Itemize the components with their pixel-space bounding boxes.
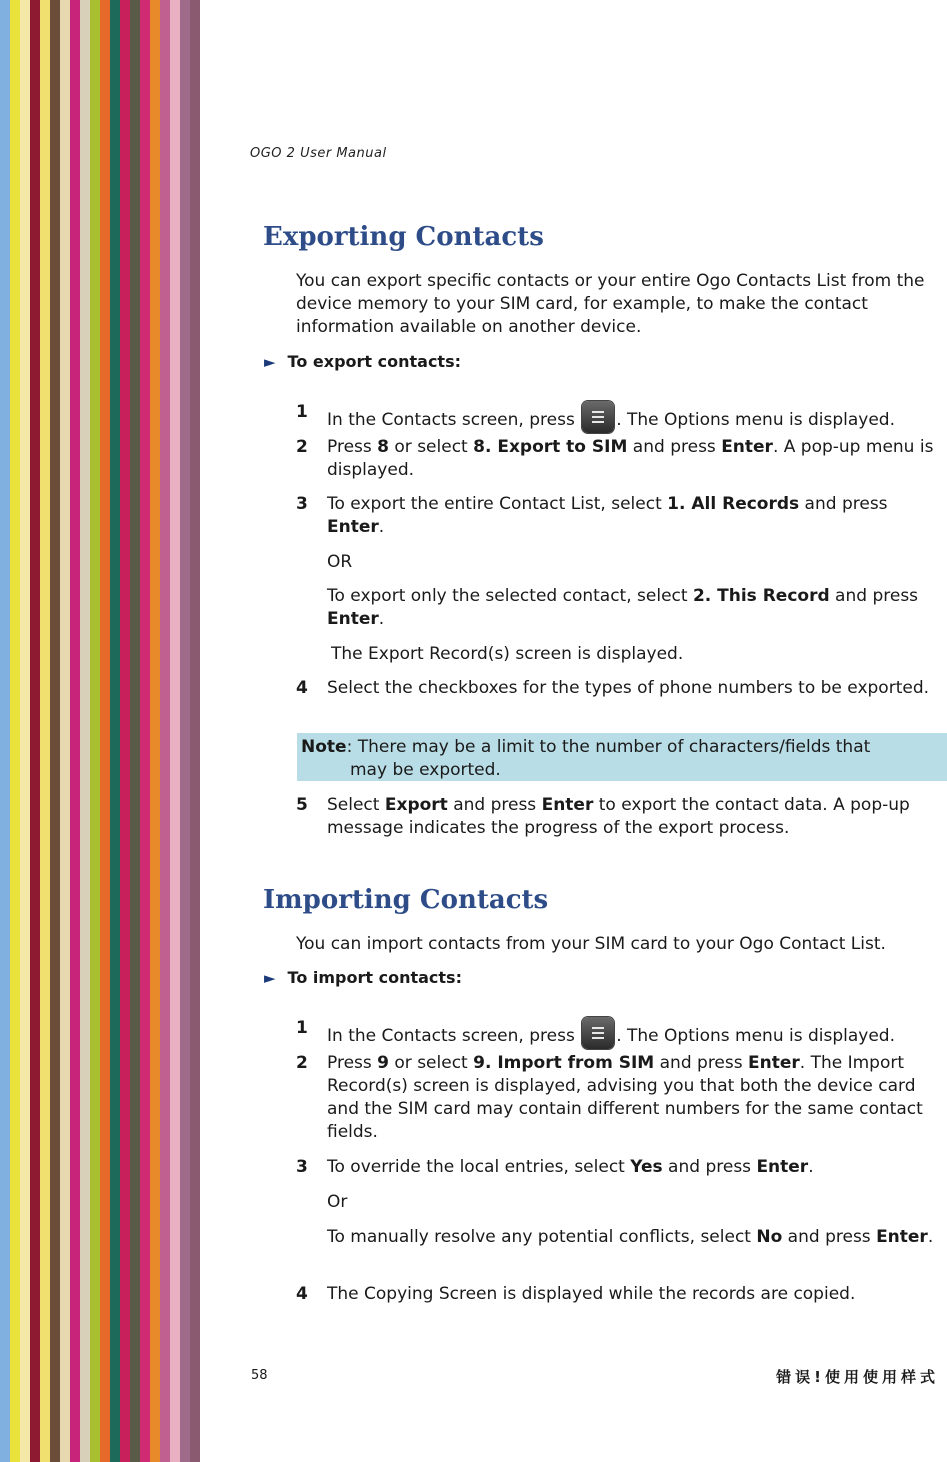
stripe — [90, 0, 100, 1462]
import-or: Or — [327, 1192, 348, 1212]
import-task-heading: ► To import contacts: — [264, 968, 462, 987]
export-step-5: 5 Select Export and press Enter to export the contact data. A pop-up message indicates the progress of the export process. — [296, 795, 910, 838]
page-number: 58 — [251, 1368, 268, 1383]
import-section-title: Importing Contacts — [263, 885, 549, 915]
stripe — [40, 0, 50, 1462]
export-step-4: 4 Select the checkboxes for the types of phone numbers to be exported. — [296, 678, 930, 698]
stripe — [180, 0, 190, 1462]
menu-icon — [582, 1017, 614, 1049]
arrow-icon: ► — [264, 353, 276, 371]
export-or: OR — [327, 552, 353, 572]
stripe — [100, 0, 110, 1462]
import-step-1: 1 In the Contacts screen, press . The Options menu is displayed. — [296, 1017, 946, 1049]
running-header: OGO 2 User Manual — [250, 146, 387, 161]
stripe — [10, 0, 20, 1462]
stripe — [160, 0, 170, 1462]
stripe — [60, 0, 70, 1462]
menu-icon — [582, 401, 614, 433]
export-step-2: 2 Press 8 or select 8. Export to SIM and press Enter. A pop-up menu is displayed. — [296, 437, 934, 480]
import-step-3-alt: To manually resolve any potential conflicts, select No and press Enter. — [327, 1227, 934, 1247]
stripe — [110, 0, 120, 1462]
stripe — [140, 0, 150, 1462]
export-step-3-result: The Export Record(s) screen is displayed. — [331, 644, 684, 664]
import-step-3: 3 To override the local entries, select Yes and press Enter. — [296, 1157, 814, 1177]
export-section-title: Exporting Contacts — [263, 222, 544, 252]
stripe — [170, 0, 180, 1462]
export-step-3-alt: To export only the selected contact, select 2. This Record and press Enter. — [327, 586, 919, 629]
decorative-stripes — [0, 0, 200, 1462]
stripe — [190, 0, 200, 1462]
stripe — [0, 0, 10, 1462]
stripe — [70, 0, 80, 1462]
note-box: Note: There may be a limit to the number of characters/fields that may be exported. — [297, 733, 947, 781]
stripe — [30, 0, 40, 1462]
stripe — [20, 0, 30, 1462]
import-step-2: 2 Press 9 or select 9. Import from SIM and press Enter. The Import Record(s) screen is displayed, advising you that both the device card and the SIM card may contain different numbers for the same contact fields. — [296, 1053, 923, 1142]
import-intro: You can import contacts from your SIM card to your Ogo Contact List. — [296, 934, 886, 954]
export-step-3: 3 To export the entire Contact List, select 1. All Records and press Enter. — [296, 494, 888, 537]
export-intro: You can export specific contacts or your entire Ogo Contacts List from the device memory to your SIM card, for example, to make the contact information available on another device. — [296, 271, 925, 337]
stripe — [50, 0, 60, 1462]
export-task-heading: ► To export contacts: — [264, 352, 461, 371]
note-label: Note — [301, 737, 347, 757]
stripe — [130, 0, 140, 1462]
import-step-4: 4 The Copying Screen is displayed while the records are copied. — [296, 1284, 856, 1304]
stripe — [80, 0, 90, 1462]
stripe — [120, 0, 130, 1462]
arrow-icon: ► — [264, 969, 276, 987]
export-step-1: 1 In the Contacts screen, press . The Options menu is displayed. — [296, 401, 946, 433]
stripe — [150, 0, 160, 1462]
footer-style-error: 错误!使用使用样式 — [776, 1368, 939, 1386]
